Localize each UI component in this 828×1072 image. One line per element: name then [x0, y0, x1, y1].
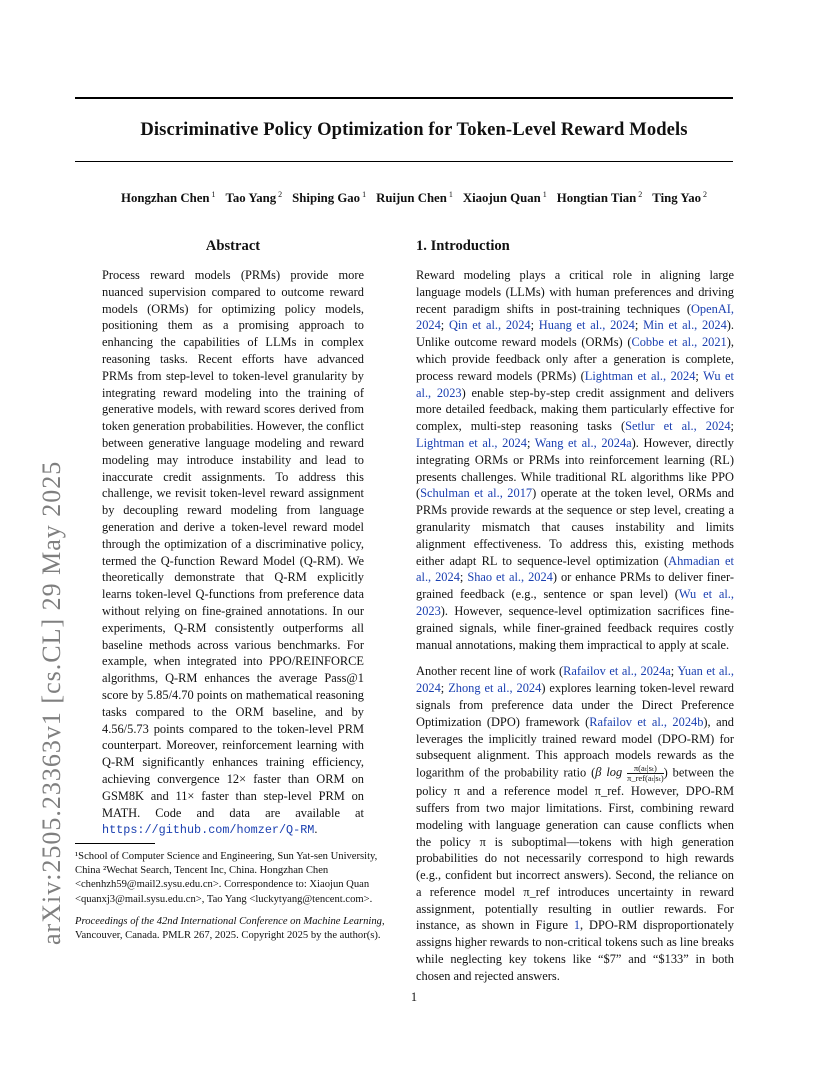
citation-link[interactable]: OpenAI, 2024 [416, 301, 734, 333]
paragraph-text: ; [634, 318, 644, 333]
paragraph-text: ; [526, 435, 535, 450]
arxiv-identifier-stamp[interactable]: arXiv:2505.23363v1 [cs.CL] 29 May 2025 [37, 460, 66, 945]
affiliation-marker: 2 [278, 190, 283, 199]
proceedings-note [75, 915, 395, 943]
author-name [121, 191, 216, 205]
paragraph-text: ) operate at the token level, ORMs and PRMs provide rewards at the sequence or step level, creating a granularity mismatch that causes instability and limits alignment effectiveness. To address this, existing methods either adapt RL to sequence-level optimization ( [416, 486, 734, 568]
affiliation-marker: 1 [448, 190, 453, 199]
citation-link[interactable]: Cobbe et al., 2021 [631, 335, 727, 350]
affiliation-marker: 2 [638, 190, 643, 199]
paragraph-text: ) or enhance PRMs to deliver finer-grained feedback (e.g., sentence or span level) ( [416, 570, 734, 602]
abstract-url-tail: . [314, 822, 318, 837]
paragraph-text: ) enable step-by-step credit assignment and delivers more detailed feedback, making them particularly effective for complex, multi-step reasoning tasks ( [416, 385, 734, 434]
proceedings-venue: Proceedings of the 42nd International Conference on Machine Learning [75, 915, 382, 927]
citation-link[interactable]: Yuan et al., 2024 [416, 664, 734, 696]
author-name [557, 191, 643, 205]
affiliation-marker: 2 [703, 190, 708, 199]
title-rule-bottom [75, 161, 733, 162]
citation-link[interactable]: Rafailov et al., 2024a [563, 664, 671, 679]
citation-link[interactable]: Min et al., 2024 [643, 318, 727, 333]
paragraph-text: ; [440, 318, 449, 333]
citation-link[interactable]: Lightman et al., 2024 [416, 435, 527, 450]
paragraph-text: ), which provide feedback only after a generation is complete, process reward models (PRMs) ( [416, 335, 734, 383]
paragraph-text: ) between the policy π and a reference model π_ref. However, DPO-RM suffers from two major limitations. First, combining reward modeling with language generation can cause conflicts when the policy π is suboptimal—tokens with high generation probabilities do not necessarily correspond to high rewards (e.g., confident but incorrect answers). Second, the reliance on a reference model π_ref introduces uncertainty in reward assignment, potentially resulting in outlier rewards. For instance, as shown in Figure [416, 765, 734, 933]
citation-link[interactable]: Zhong et al., 2024 [448, 681, 542, 696]
abstract-heading: Abstract [205, 238, 261, 254]
author-list [0, 190, 828, 206]
affiliation-marker: 1 [542, 190, 547, 199]
paragraph-text: ; [695, 368, 704, 383]
introduction-paragraph-1 [416, 267, 734, 653]
paragraph-text: ; [440, 681, 449, 696]
left-column [102, 236, 364, 839]
paragraph-text: Reward modeling plays a critical role in aligning large language models (LLMs) with human preferences and driving recent paradigm shifts in post-training techniques ( [416, 268, 734, 316]
affiliation-marker: 1 [362, 190, 367, 199]
right-column [416, 236, 734, 985]
paragraph-text: ; [730, 419, 734, 434]
paragraph-text: Another recent line of work ( [416, 664, 564, 679]
citation-link[interactable]: 1 [573, 918, 581, 933]
paragraph-text: ). However, directly integrating ORMs or PRMs into reinforcement learning (RL) presents challenges. While traditional RL algorithms like PPO ( [416, 435, 734, 501]
citation-link[interactable]: Qin et al., 2024 [448, 318, 531, 333]
ratio-denominator: π_ref(aₜ|sₜ) [627, 773, 664, 784]
introduction-paragraph-2 [416, 663, 734, 984]
author-name-text: Hongzhan Chen [120, 191, 210, 205]
author-name-text: Shiping Gao [292, 191, 361, 205]
paragraph-text: ) explores learning token-level reward signals from preference data under the Direct Preference Optimization (DPO) framework ( [416, 681, 734, 729]
affiliation-marker: 1 [211, 190, 216, 199]
probability-ratio [627, 764, 664, 783]
page-number: 1 [410, 990, 418, 1004]
introduction-heading: 1. Introduction [416, 238, 510, 254]
paragraph-2-part-b [416, 765, 734, 982]
author-name [652, 191, 707, 205]
citation-link[interactable]: Wang et al., 2024a [534, 435, 632, 450]
math-prefix: β log [595, 765, 623, 780]
paragraph-text: ). Unlike outcome reward models (ORMs) ( [416, 318, 735, 350]
citation-link[interactable]: Wu et al., 2023 [416, 368, 734, 400]
citation-link[interactable]: Schulman et al., 2017 [420, 486, 533, 501]
author-name [463, 191, 547, 205]
code-url: https://github.com/homzer/Q-RM [102, 823, 315, 838]
footnotes [75, 843, 395, 943]
title-rule-top [75, 97, 733, 99]
code-repository-link[interactable] [102, 822, 314, 836]
author-name [292, 191, 366, 205]
citation-link[interactable]: Lightman et al., 2024 [584, 368, 696, 383]
paragraph-text: ; [530, 318, 539, 333]
paragraph-text: , DPO-RM disproportionately assigns higher rewards to non-critical tokens such as line breaks while neglecting key tokens like “$7” and “$133” in both chosen and rejected answers. [416, 918, 734, 983]
author-name [226, 191, 283, 205]
author-name-text: Tao Yang [225, 191, 277, 205]
author-name [376, 191, 453, 205]
paper-title: Discriminative Policy Optimization for Token-Level Reward Models [140, 119, 688, 140]
paragraph-2-part-a [416, 664, 734, 779]
citation-link[interactable]: Wu et al., 2023 [416, 587, 735, 618]
paragraph-text: ; [670, 664, 678, 679]
abstract-body [102, 267, 364, 839]
citation-link[interactable]: Huang et al., 2024 [538, 318, 635, 333]
affiliation-footnote: ¹School of Computer Science and Engineering, Sun Yat-sen University, China ²Wechat Search, Tencent Inc, China. Hongzhan Chen <chenhzh59@mail2.sysu.edu.cn>. Correspondence to: Xiaojun Quan <quanxj3@mail.sysu.edu.cn>, Tao Yang <luckytyang@tencent.com>. [75, 851, 378, 905]
citation-link[interactable]: Rafailov et al., 2024b [589, 714, 704, 729]
math-expression [595, 763, 664, 784]
paragraph-text: ), and leverages the implicitly trained reward model (DPO-RM) for subsequent alignment. This approach models rewards as the logarithm of the probability ratio ( [416, 714, 734, 780]
abstract-text: Process reward models (PRMs) provide more nuanced supervision compared to outcome reward models (ORMs) for optimizing policy models, positioning them as a promising approach to enhancing the capabilities of LLMs in complex reasoning tasks. Recent efforts have advanced PRMs from step-level to token-level granularity by integrating reward modeling into the training of generative models, with reward scores derived from token generation probabilities. However, the conflict between generative language modeling and reward modeling may introduce instability and lead to inaccurate credit assignments. To address this challenge, we revisit token-level reward assignment by decoupling reward modeling from language generation and derive a token-level reward model through the optimization of a discriminative policy, termed the Q-function Reward Model (Q-RM). We theoretically demonstrate that Q-RM explicitly learns token-level Q-functions from preference data without relying on fine-grained annotations. In our experiments, Q-RM consistently outperforms all baseline methods across various benchmarks. For example, when integrated into PPO/REINFORCE algorithms, Q-RM enhances the average Pass@1 score by 5.85/4.70 points on mathematical reasoning tasks compared to the ORM baseline, and by 4.56/5.73 points compared to the token-level PRM counterpart. Moreover, reinforcement learning with Q-RM significantly enhances training efficiency, achieving convergence 12× faster than ORM on GSM8K and 11× faster than step-level PRM on MATH. Code and data are available at [102, 268, 364, 820]
citation-link[interactable]: Shao et al., 2024 [467, 570, 553, 585]
proceedings-details: , Vancouver, Canada. PMLR 267, 2025. Copyright 2025 by the author(s). [75, 915, 385, 942]
citation-link[interactable]: Setlur et al., 2024 [625, 419, 731, 434]
paragraph-text: ; [459, 570, 468, 585]
author-name-text: Hongtian Tian [556, 191, 637, 205]
footnote-rule [75, 843, 155, 844]
author-name-text: Ting Yao [652, 191, 702, 205]
author-name-text: Ruijun Chen [376, 191, 447, 205]
paragraph-text: ). However, sequence-level optimization sacrifices fine-grained signals, while finer-grained feedback requires costly manual annotations, making them impractical to apply at scale. [416, 603, 734, 652]
author-name-text: Xiaojun Quan [462, 191, 541, 205]
ratio-numerator: π(aₜ|sₜ) [627, 764, 664, 774]
citation-link[interactable]: Ahmadian et al., 2024 [416, 553, 734, 585]
